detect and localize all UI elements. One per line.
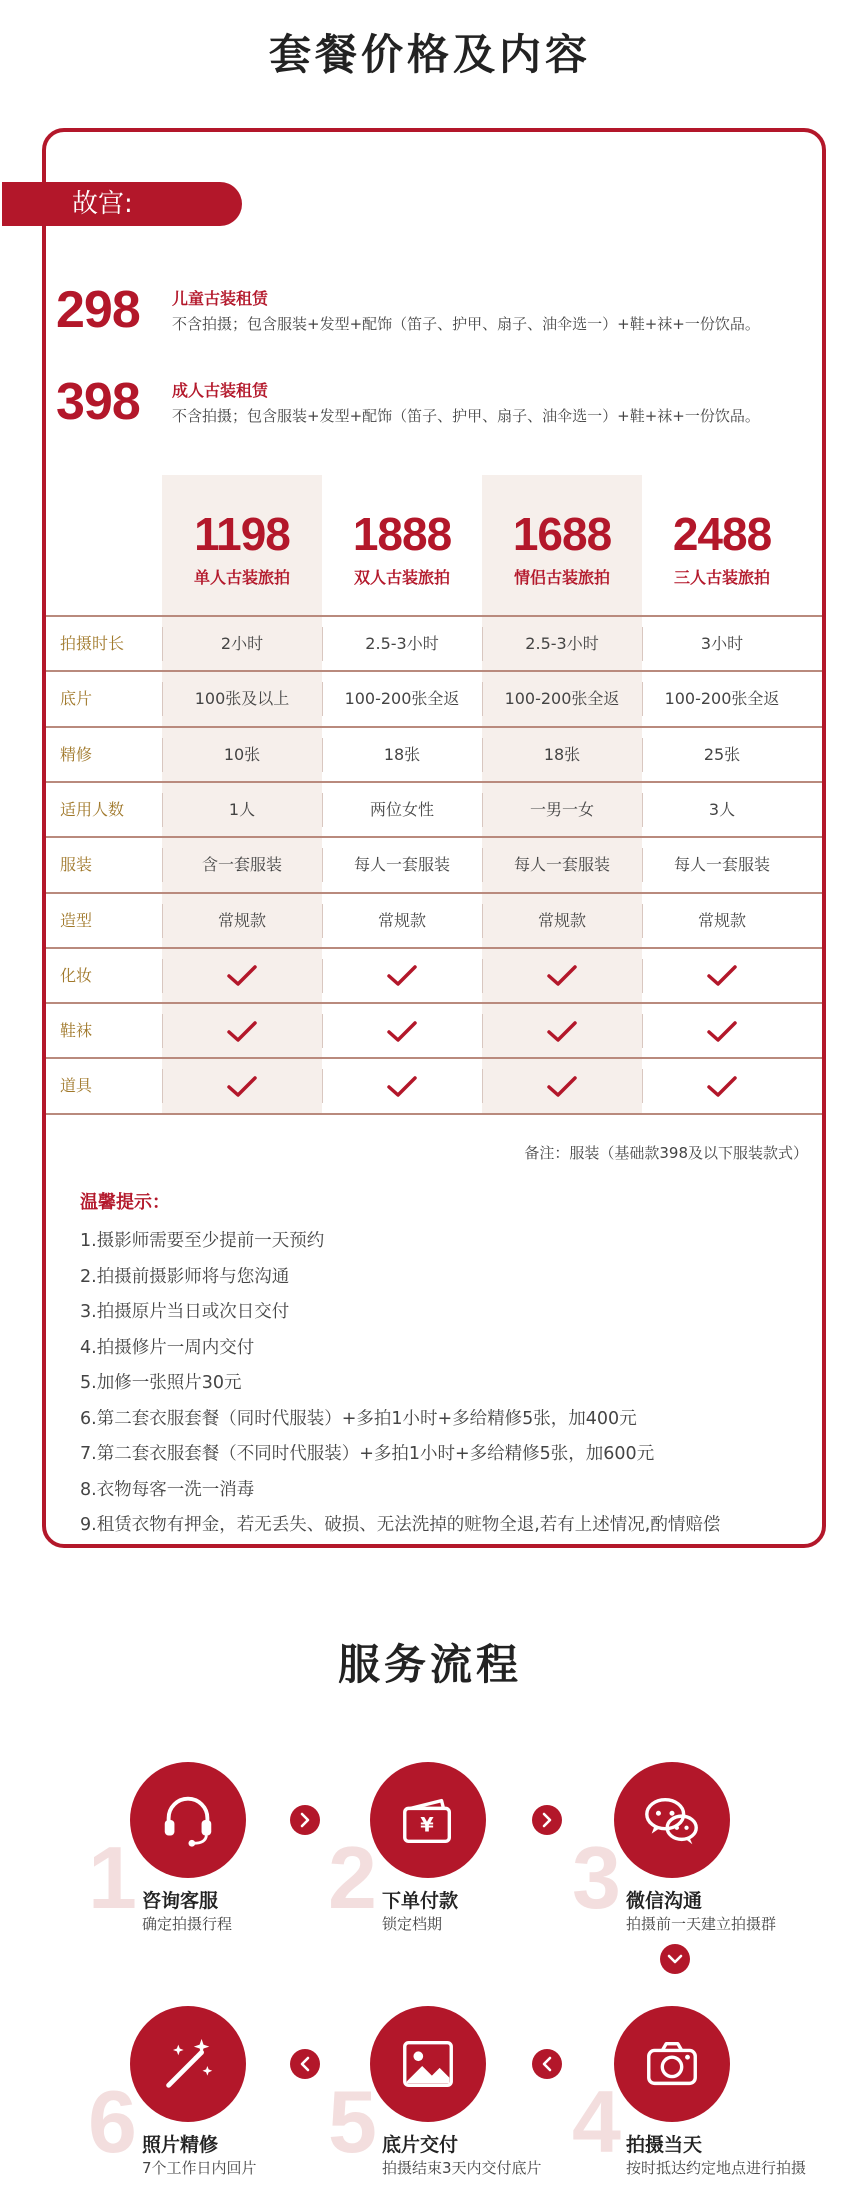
- section-title-packages: 套餐价格及内容: [268, 30, 591, 79]
- table-cell: 100张及以上: [194, 689, 290, 709]
- chevron-left-icon: [532, 2049, 562, 2079]
- table-cell: 常规款: [697, 910, 746, 930]
- table-row: [46, 781, 822, 837]
- magic-wand-icon: [130, 2006, 246, 2122]
- cell-divider: [482, 848, 483, 882]
- table-cell: 两位女性: [369, 799, 434, 819]
- headset-icon: [130, 1762, 246, 1878]
- table-cell: 3人: [708, 799, 736, 819]
- row-label: 底片: [60, 689, 93, 709]
- package-header: [482, 475, 642, 615]
- step-number: 2: [328, 1828, 377, 1927]
- tips-title: 温馨提示：: [80, 1192, 170, 1213]
- table-cell: 100-200张全返: [664, 689, 780, 709]
- wechat-icon: [614, 1762, 730, 1878]
- section-title-process: 服务流程: [337, 1640, 522, 1689]
- tip-item: 6.第二套衣服套餐（同时代服装）+多拍1小时+多给精修5张，加400元: [80, 1408, 637, 1429]
- table-cell: 25张: [703, 744, 741, 764]
- process-step: [88, 1762, 328, 1933]
- process-step: [572, 2006, 812, 2177]
- package-price: 1688: [512, 508, 612, 560]
- table-cell: 1人: [228, 799, 256, 819]
- table-cell: 含一套服装: [201, 855, 282, 875]
- cell-divider: [482, 1069, 483, 1103]
- cell-divider: [162, 1069, 163, 1103]
- step-title: 底片交付: [382, 2134, 459, 2156]
- cell-divider: [162, 793, 163, 827]
- tip-item: 5.加修一张照片30元: [80, 1373, 242, 1393]
- step-number: 1: [88, 1828, 137, 1927]
- table-cell: 常规款: [537, 910, 586, 930]
- row-label: 适用人数: [60, 799, 125, 819]
- cell-divider: [642, 959, 643, 993]
- cell-divider: [642, 738, 643, 772]
- cell-divider: [642, 1069, 643, 1103]
- cell-divider: [482, 682, 483, 716]
- check-icon: [482, 949, 642, 1003]
- step-number: 5: [328, 2072, 377, 2171]
- chevron-left-icon: [290, 2049, 320, 2079]
- check-icon: [162, 1004, 322, 1058]
- table-cell: 10张: [223, 744, 261, 764]
- svg-text:¥: ¥: [420, 1813, 434, 1837]
- camera-icon: [614, 2006, 730, 2122]
- row-label: 精修: [60, 744, 93, 764]
- cell-divider: [482, 738, 483, 772]
- cell-divider: [322, 1014, 323, 1048]
- table-note: 备注：服装（基础款398及以下服装款式）: [524, 1144, 808, 1162]
- cell-divider: [642, 682, 643, 716]
- table-cell: 常规款: [217, 910, 266, 930]
- cell-divider: [162, 848, 163, 882]
- rental-name: 成人古装租赁: [172, 381, 269, 400]
- package-price: 2488: [672, 508, 772, 560]
- process-step: [328, 2006, 568, 2177]
- package-card: [42, 128, 826, 1548]
- table-cell: 一男一女: [529, 799, 594, 819]
- table-cell: 100-200张全返: [344, 689, 460, 709]
- step-subtitle: 确定拍摄行程: [142, 1915, 233, 1933]
- cell-divider: [482, 904, 483, 938]
- table-cell: 每人一套服装: [673, 855, 770, 875]
- table-row: [46, 892, 822, 948]
- cell-divider: [162, 738, 163, 772]
- table-row: [46, 836, 822, 892]
- location-tab: 故宫:: [2, 182, 242, 226]
- check-icon: [322, 1059, 482, 1113]
- tips-section: [80, 1188, 720, 1544]
- cell-divider: [482, 793, 483, 827]
- step-subtitle: 7个工作日内回片: [142, 2159, 257, 2177]
- check-icon: [322, 1004, 482, 1058]
- check-icon: [322, 949, 482, 1003]
- rental-name: 儿童古装租赁: [172, 289, 269, 308]
- step-number: 3: [572, 1828, 621, 1927]
- tip-item: 4.拍摄修片一周内交付: [80, 1337, 255, 1358]
- table-row: [46, 726, 822, 782]
- table-cell: 2.5-3小时: [365, 634, 439, 653]
- table-cell: 18张: [383, 744, 421, 764]
- step-subtitle: 拍摄结束3天内交付底片: [382, 2159, 542, 2177]
- process-step: [88, 2006, 328, 2177]
- rental-desc: 不含拍摄；包含服装+发型+配饰（笛子、护甲、扇子、油伞选一）+鞋+袜+一份饮品。: [172, 315, 760, 333]
- row-label: 服装: [60, 855, 93, 875]
- table-cell: 2小时: [220, 634, 264, 653]
- cell-divider: [642, 627, 643, 661]
- cell-divider: [482, 1014, 483, 1048]
- step-title: 照片精修: [142, 2134, 219, 2156]
- step-subtitle: 拍摄前一天建立拍摄群: [626, 1915, 777, 1933]
- row-label: 造型: [60, 910, 93, 930]
- cell-divider: [162, 627, 163, 661]
- cell-divider: [162, 682, 163, 716]
- cell-divider: [642, 1014, 643, 1048]
- chevron-right-icon: [532, 1805, 562, 1835]
- cell-divider: [322, 1069, 323, 1103]
- table-cell: 每人一套服装: [353, 855, 450, 875]
- rental-desc: 不含拍摄；包含服装+发型+配饰（笛子、护甲、扇子、油伞选一）+鞋+袜+一份饮品。: [172, 407, 760, 425]
- table-row: [46, 947, 822, 1003]
- rental-price: 398: [56, 373, 140, 431]
- picture-icon: [370, 2006, 486, 2122]
- table-cell: 每人一套服装: [513, 855, 610, 875]
- cell-divider: [482, 959, 483, 993]
- row-label: 拍摄时长: [60, 634, 125, 653]
- package-price: 1888: [352, 508, 452, 560]
- row-label: 化妆: [60, 965, 93, 985]
- step-title: 下单付款: [382, 1890, 459, 1912]
- table-row: [46, 1057, 822, 1113]
- cell-divider: [482, 627, 483, 661]
- check-icon: [642, 949, 802, 1003]
- cell-divider: [322, 959, 323, 993]
- step-title: 咨询客服: [142, 1890, 219, 1912]
- check-icon: [482, 1059, 642, 1113]
- package-header: [642, 475, 802, 615]
- package-name: 双人古装旅拍: [353, 568, 450, 587]
- step-number: 6: [88, 2072, 137, 2171]
- rental-price: 298: [56, 281, 140, 339]
- chevron-right-icon: [290, 1805, 320, 1835]
- package-name: 情侣古装旅拍: [513, 568, 610, 587]
- row-label: 道具: [60, 1076, 93, 1096]
- cell-divider: [642, 904, 643, 938]
- package-name: 单人古装旅拍: [193, 568, 290, 587]
- table-cell: 18张: [543, 744, 581, 764]
- step-subtitle: 锁定档期: [382, 1915, 443, 1933]
- process-step: [328, 1762, 568, 1933]
- table-row: [46, 1002, 822, 1058]
- chevron-down-icon: [660, 1944, 690, 1974]
- wallet-icon: [370, 1762, 486, 1878]
- cell-divider: [642, 848, 643, 882]
- table-cell: 100-200张全返: [504, 689, 620, 709]
- cell-divider: [322, 904, 323, 938]
- check-icon: [642, 1059, 802, 1113]
- cell-divider: [162, 959, 163, 993]
- table-cell: 2.5-3小时: [525, 634, 599, 653]
- package-name: 三人古装旅拍: [673, 568, 770, 587]
- process-step: [572, 1762, 812, 1933]
- package-header: [162, 475, 322, 615]
- tip-item: 3.拍摄原片当日或次日交付: [80, 1302, 290, 1322]
- cell-divider: [322, 627, 323, 661]
- table-row: [46, 670, 822, 726]
- package-price: 1198: [194, 508, 290, 560]
- cell-divider: [322, 848, 323, 882]
- tip-item: 9.租赁衣物有押金，若无丢失、破损、无法洗掉的赃物全退,若有上述情况,酌情赔偿: [80, 1515, 721, 1535]
- cell-divider: [322, 738, 323, 772]
- table-row: [46, 615, 822, 671]
- step-title: 微信沟通: [626, 1890, 703, 1912]
- step-subtitle: 按时抵达约定地点进行拍摄: [626, 2159, 807, 2177]
- tip-item: 1.摄影师需要至少提前一天预约: [80, 1231, 325, 1251]
- table-cell: 常规款: [377, 910, 426, 930]
- row-label: 鞋袜: [60, 1021, 93, 1041]
- tip-item: 8.衣物每客一洗一消毒: [80, 1479, 255, 1500]
- tip-item: 2.拍摄前摄影师将与您沟通: [80, 1266, 290, 1287]
- cell-divider: [322, 793, 323, 827]
- check-icon: [482, 1004, 642, 1058]
- package-header: [322, 475, 482, 615]
- step-title: 拍摄当天: [626, 2134, 703, 2156]
- table-bottom-border: [46, 1113, 822, 1115]
- check-icon: [162, 1059, 322, 1113]
- check-icon: [162, 949, 322, 1003]
- cell-divider: [642, 793, 643, 827]
- cell-divider: [162, 1014, 163, 1048]
- cell-divider: [322, 682, 323, 716]
- check-icon: [642, 1004, 802, 1058]
- cell-divider: [162, 904, 163, 938]
- tip-item: 7.第二套衣服套餐（不同时代服装）+多拍1小时+多给精修5张，加600元: [80, 1444, 655, 1464]
- step-number: 4: [572, 2072, 621, 2171]
- table-cell: 3小时: [700, 634, 744, 653]
